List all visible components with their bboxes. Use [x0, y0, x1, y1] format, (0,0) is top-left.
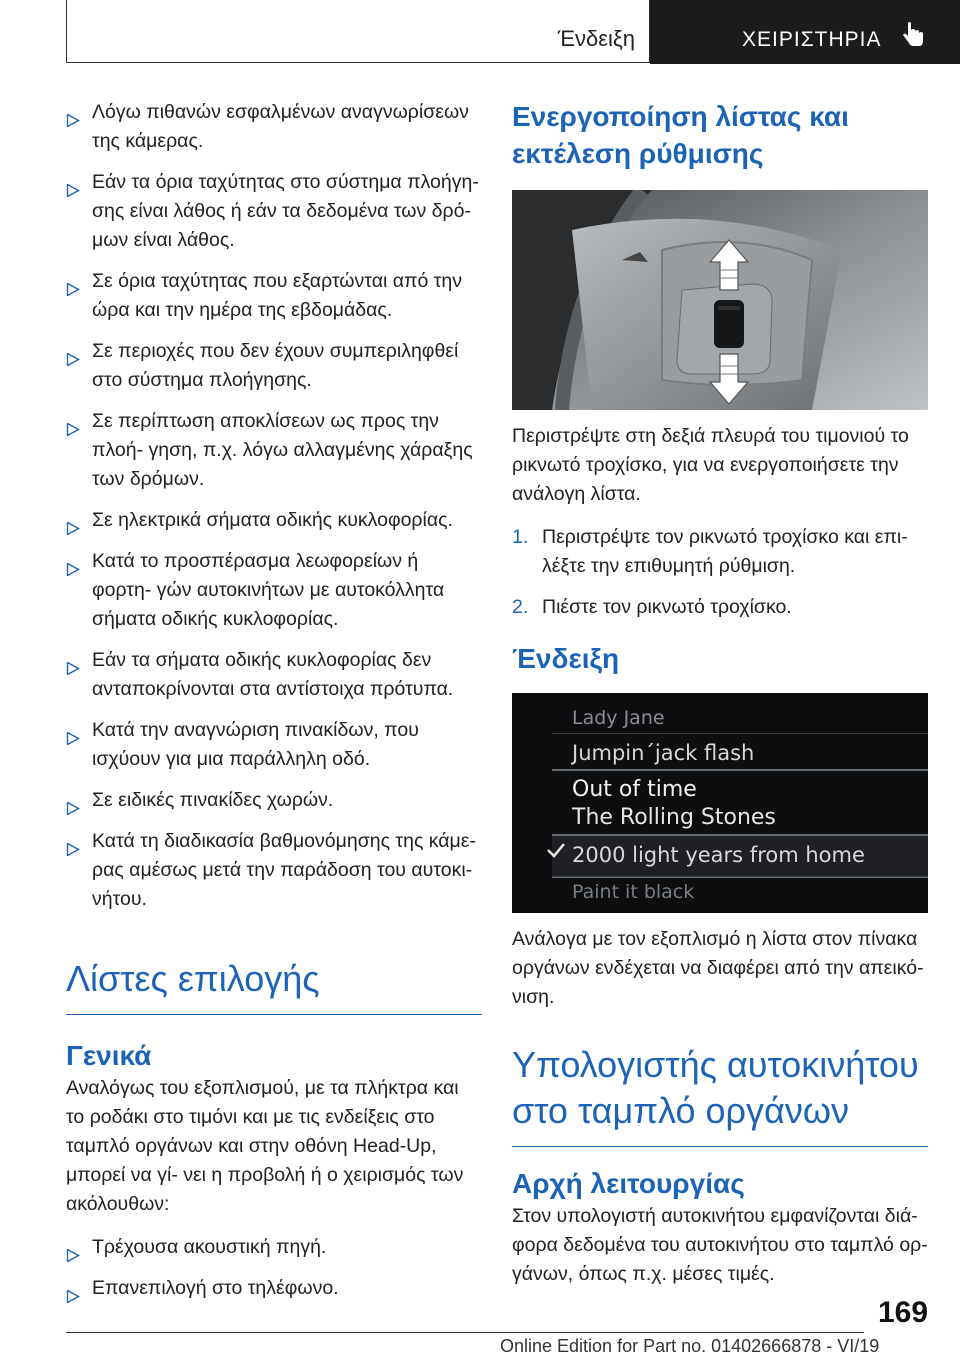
menu-item: Lady Jane: [572, 707, 665, 729]
steps-list: [512, 523, 928, 622]
triangle-bullet-icon: [66, 1242, 80, 1271]
heading-display: Ένδειξη: [512, 643, 620, 674]
triangle-bullet-icon: [66, 346, 80, 375]
menu-item: Out of time: [572, 777, 697, 802]
section-title: Ένδειξη: [557, 26, 635, 51]
bullet-text: Σε περιοχές που δεν έχουν συμπεριληφθεί στο σύστημα πλοήγησης.: [92, 340, 459, 391]
right-column: [512, 98, 928, 1289]
triangle-bullet-icon: [66, 1283, 80, 1312]
bullet-text: Κατά το προσπέρασμα λεωφορείων ή φορτη- γών αυτοκινήτων με αυτοκόλλητα σήματα οδικής κυκλοφορίας.: [92, 550, 445, 630]
steering-wheel-photo: [512, 190, 928, 410]
step-number: 1.: [512, 526, 529, 548]
instrument-cluster-list-photo: [512, 693, 928, 913]
bullet-item: [66, 1274, 482, 1303]
header-section-box: [66, 0, 650, 63]
triangle-bullet-icon: [66, 276, 80, 305]
bullet-item: [66, 407, 482, 494]
bullet-item: [66, 827, 482, 914]
left-column: [66, 98, 482, 1315]
bullet-text: Κατά την αναγνώριση πινακίδων, που ισχύουν για μια παράλληλη οδό.: [92, 719, 419, 770]
bullet-item: [66, 98, 482, 156]
triangle-bullet-icon: [66, 177, 80, 206]
triangle-bullet-icon: [66, 725, 80, 754]
bullet-text: Εάν τα σήματα οδικής κυκλοφορίας δεν ανταποκρίνονται στα αντίστοιχα πρότυπα.: [92, 649, 454, 700]
page-header: [66, 0, 960, 64]
heading-onboard-computer: Υπολογιστής αυτοκινήτου στο ταμπλό οργάνων: [512, 1044, 919, 1131]
footer-rule: [66, 1332, 864, 1333]
bullet-list-bottom: [66, 1233, 482, 1303]
step-text: Πιέστε τον ρικνωτό τροχίσκο.: [542, 596, 792, 618]
heading-general: Γενικά: [66, 1040, 152, 1071]
bullet-text: Τρέχουσα ακουστική πηγή.: [92, 1236, 327, 1258]
bullet-text: Κατά τη διαδικασία βαθμονόμησης της κάμε- ρας αμέσως μετά την παράδοση του αυτοκι- νήτου.: [92, 830, 476, 910]
bullet-text: Σε περίπτωση αποκλίσεων ως προς την πλοή- γηση, π.χ. λόγω αλλαγμένης χάραξης των δρόμων.: [92, 410, 473, 490]
bullet-item: [66, 1233, 482, 1262]
display-paragraph: Ανάλογα με τον εξοπλισμό η λίστα στον πίνακα οργάνων ενδέχεται να διαφέρει από την απεικό- νιση.: [512, 928, 924, 1008]
bullet-text: Επανεπιλογή στο τηλέφωνο.: [92, 1277, 339, 1299]
step-text: Περιστρέψτε τον ρικνωτό τροχίσκο και επι- λέξτε την επιθυμητή ρύθμιση.: [542, 526, 908, 577]
menu-divider: [552, 769, 928, 771]
bullet-item: [66, 337, 482, 395]
bullet-text: Εάν τα όρια ταχύτητας στο σύστημα πλοήγη- σης είναι λάθος ή εάν τα δεδομένα των δρό- μων είναι λάθος.: [92, 171, 479, 251]
page-number: 169: [878, 1296, 929, 1329]
bullet-text: Σε ηλεκτρικά σήματα οδικής κυκλοφορίας.: [92, 509, 453, 531]
bullet-item: [66, 547, 482, 634]
bullet-text: Σε ειδικές πινακίδες χωρών.: [92, 789, 334, 811]
principle-paragraph: Στον υπολογιστή αυτοκινήτου εμφανίζονται διά- φορα δεδομένα του αυτοκινήτου στο ταμπλό ορ- γάνων, όπως π.χ. μέσες τιμές.: [512, 1205, 928, 1285]
menu-item: The Rolling Stones: [572, 805, 776, 830]
hand-pointer-icon: [900, 22, 926, 53]
general-paragraph: Αναλόγως του εξοπλισμού, με τα πλήκτρα και το ροδάκι στο τιμόνι και με τις ενδείξεις στο ταμπλό οργάνων και στην οθόνη Head-Up, μπορεί να γί- νει η προβολή ή ο χειρισμός των ακόλουθων:: [66, 1077, 464, 1215]
menu-item: Jumpin´jack flash: [572, 741, 755, 765]
menu-divider: [552, 733, 928, 734]
bullet-list-top: [66, 98, 482, 914]
triangle-bullet-icon: [66, 655, 80, 684]
triangle-bullet-icon: [66, 107, 80, 136]
triangle-bullet-icon: [66, 556, 80, 585]
activate-paragraph: Περιστρέψτε στη δεξιά πλευρά του τιμονιού το ρικνωτό τροχίσκο, για να ενεργοποιήσετε την ανάλογη λίστα.: [512, 425, 909, 505]
triangle-bullet-icon: [66, 515, 80, 544]
bullet-text: Σε όρια ταχύτητας που εξαρτώνται από την ώρα και την ημέρα της εβδομάδας.: [92, 270, 463, 321]
triangle-bullet-icon: [66, 836, 80, 865]
heading-activate-list: Ενεργοποίηση λίστας και εκτέλεση ρύθμισης: [512, 101, 849, 169]
bullet-item: [66, 506, 482, 535]
chapter-title: ΧΕΙΡΙΣΤΗΡΙΑ: [742, 28, 882, 51]
bullet-item: [66, 168, 482, 255]
triangle-bullet-icon: [66, 416, 80, 445]
bullet-item: [66, 786, 482, 815]
bullet-item: [66, 716, 482, 774]
checkmark-icon: [546, 841, 566, 864]
heading-selection-lists: Λίστες επιλογής: [66, 958, 320, 999]
menu-item: Paint it black: [572, 881, 695, 903]
footer-edition: Online Edition for Part no. 01402666878 - VI/19: [500, 1336, 880, 1356]
menu-divider: [552, 876, 928, 877]
heading-principle: Αρχή λειτουργίας: [512, 1168, 745, 1199]
bullet-item: [66, 646, 482, 704]
bullet-text: Λόγω πιθανών εσφαλμένων αναγνωρίσεων της κάμερας.: [92, 101, 469, 152]
triangle-bullet-icon: [66, 795, 80, 824]
step-item: [512, 523, 928, 581]
header-chapter-box: [650, 0, 960, 64]
bullet-item: [66, 267, 482, 325]
step-number: 2.: [512, 596, 529, 618]
step-item: [512, 593, 928, 622]
menu-item: 2000 light years from home: [572, 843, 865, 867]
